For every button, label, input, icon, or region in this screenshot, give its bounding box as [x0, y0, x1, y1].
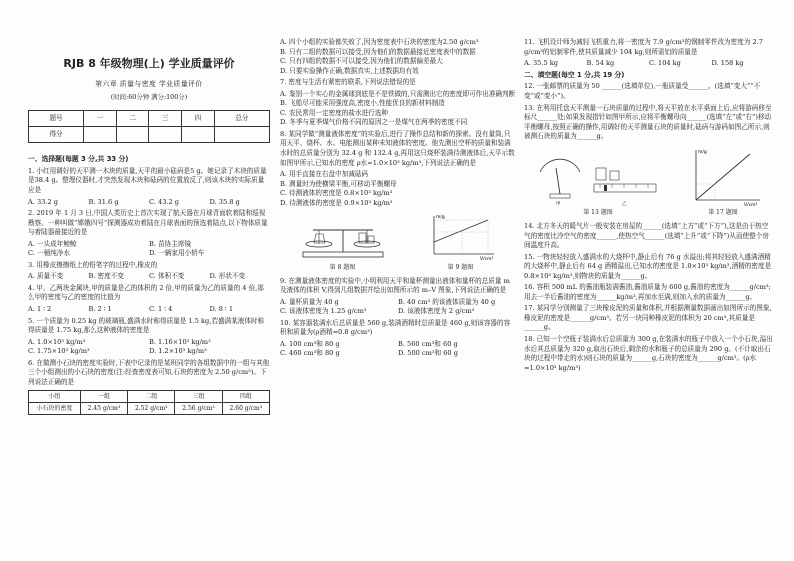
option: D. 8 ∶ 1 [209, 305, 234, 314]
figures-13-17 [524, 146, 774, 218]
score-header-cell: 题号 [29, 111, 84, 127]
option: A. 用手直接在右盘中加减砝码 [280, 170, 369, 179]
option: B. 密度不变 [88, 272, 124, 281]
option: C. 该液体密度为 1.25 g/cm³ [280, 307, 367, 316]
option: D. 500 cm³和 60 g [398, 349, 458, 358]
density-table-cell: 2.56 g/cm³ [175, 403, 222, 415]
question-3: 3. 用橡皮擦擦纸上的铅笔字的过程中,橡皮的 [28, 260, 158, 269]
question-9-options [280, 298, 516, 317]
option: D. 待测液体的密度是 0.9×10³ kg/m³ [280, 198, 393, 207]
option: C. 460 cm³和 80 g [280, 349, 340, 358]
question-5: 5. 一个质量为 0.25 kg 的玻璃瓶,盛满水时称得质量是 1.5 kg,若盛满某液体时称得质量是 1.75 kg,那么这种液体的密度是 [28, 316, 265, 335]
column-middle [280, 38, 516, 361]
score-header-cell: 总分 [214, 111, 269, 127]
score-table [28, 110, 270, 143]
score-header-cell: 一 [84, 111, 117, 127]
question-1-options [28, 198, 270, 208]
option: A. 量杯质量为 40 g [280, 297, 339, 306]
density-table [28, 390, 270, 415]
mv-graph-17-figure [682, 146, 764, 206]
density-table-header: 一组 [80, 391, 127, 403]
figure-8-caption: 第 8 题图 [329, 263, 356, 271]
question-3-options [28, 272, 270, 282]
option: B. 苗协主席镜 [149, 239, 192, 248]
option: B. 54 kg [586, 59, 615, 68]
question-8: 8. 某同学做“测量液体密度”的实验后,进行了操作总结和新的探索。没有量筒,只用天平、烧杯、水、电能测出某种未知液体的密度。他先测出空杯的质量和装满水时的总质量分别为 32.4 g 和 132.4 g,再用这只烧杯装满待测液体后,天平示数如图甲所示,已知水的密度 ρ水=1.0×10³ kg/m³,下列说法正确的是 [280, 129, 515, 167]
fig13-label-b: 乙 [622, 201, 627, 206]
section-heading: 二、填空题(每空 1 分,共 19 分) [524, 70, 625, 79]
option: C. 体积不变 [149, 272, 185, 281]
question-5-options [28, 338, 270, 357]
option: D. 158 kg [711, 59, 744, 68]
figure-13 [534, 158, 662, 218]
section-heading: 一、选择题(每题 3 分,共 33 分) [28, 155, 129, 164]
balance-pointer-figure [534, 158, 662, 206]
question-12: 12. 一张邮票的质量为 50 ______(选填单位),一瓶质量受______。(选填“变大”“不变”或“变小”)。 [524, 82, 761, 101]
fig9-x-label: V/cm³ [479, 257, 493, 261]
option: A. 质量不变 [28, 272, 64, 281]
question-6: 6. 在做测小石块的密度实验时,下表中记录的是某班同学的各组数据中的一组与其他三个小组测出的小石块的密度(注:经查密度表可知,石块的密度为 2.50 g/cm³)。下列说法正确的是 [28, 358, 270, 386]
question-16: 16. 容积 500 mL 的酱油瓶装满酱油,酱油质量为 600 g,酱油的密度为______g/cm³;用去一半后酱油的密度为______kg/m³,再加水至满,则加入水的质量为______g。 [524, 283, 771, 301]
question-6-options [280, 38, 516, 76]
density-table-header: 四组 [222, 391, 269, 403]
figure-9-caption: 第 9 题图 [447, 263, 474, 271]
option: A. 1 ∶ 2 [28, 305, 52, 314]
question-15: 15. 一物块轻轻放入盛满水的大烧杯中,静止后有 76 g 水溢出;将其轻轻放入盛满酒精的大烧杯中,静止后有 64 g 酒精溢出,已知水的密度是 1.0×10³ kg/m³,酒精的密度是 0.8×10³ kg/m³,则物块的质量为______g。 [524, 252, 772, 280]
question-11-options [524, 59, 774, 69]
option: C. 43.2 g [149, 197, 180, 206]
fig9-y-label: m/g [435, 215, 445, 221]
option: B. 飞船尽可能采用强度高,密度小,性能优良的新材料制造 [280, 99, 445, 108]
option: B. 40 cm³ 的该液体质量为 40 g [398, 297, 496, 306]
exam-subtitle: 第六章 质量与密度 学业质量评价 [95, 79, 203, 88]
column-left [28, 36, 270, 415]
score-header-cell: 四 [182, 111, 215, 127]
fig13-label-a: 甲 [556, 201, 561, 206]
option: C. 1.75×10³ kg/m³ [28, 347, 90, 356]
option: B. 31.6 g [88, 197, 119, 206]
score-header-cell: 三 [149, 111, 182, 127]
score-row-label: 得分 [29, 127, 84, 143]
exam-meta: (时间:60分钟 满分:100分) [110, 92, 188, 101]
option: C. 农民常用一定密度的盐水进行选种 [280, 108, 388, 117]
exam-title: RJB 8 年级物理(上) 学业质量评价 [63, 57, 235, 70]
option: B. 2 ∶ 1 [88, 305, 112, 314]
question-4: 4. 甲、乙两块金属块,甲的质量是乙的体积的 2 倍,甲的质量为乙的质量的 4 倍,那么甲的密度与乙的密度的比值为 [28, 283, 264, 302]
question-8-options [280, 170, 516, 208]
question-9: 9. 在测量液体密度的实验中,小明利用天平和量杯测量出液体和量杯的总质量 m 及液体的体积 V,得到几组数据并绘出如图所示的 m–V 图象,下列说法正确的是 [280, 276, 510, 295]
density-table-header: 二组 [128, 391, 175, 403]
mv-graph-figure [422, 212, 500, 260]
option: A. 鉴别一个实心的金属球到底是不是铁做的,只需测出它的密度即可作出准确判断 [280, 89, 516, 98]
score-cell [84, 127, 117, 143]
option: D. 形状不变 [209, 272, 246, 281]
question-14: 14. 北方冬天的暖气片一般安装在房屋的______(选填“上方”或“下方”),这是由于热空气的密度比冷空气的密度______,使热空气______(选填“上升”或“下降”)从而使整个房间温度升高。 [524, 222, 769, 250]
density-table-header: 三组 [175, 391, 222, 403]
balance-scale-figure [297, 216, 389, 260]
score-cell [116, 127, 149, 143]
option: A. 33.2 g [28, 197, 58, 206]
density-table-cell: 2.60 g/cm³ [222, 403, 269, 415]
option: C. 一桶纯净水 [28, 249, 70, 258]
score-header-cell: 二 [116, 111, 149, 127]
question-10: 10. 某容器装满水后总质量是 560 g,装满酒精时总质量是 460 g,则该容器的容积和质量为(ρ酒精=0.8 g/cm³) [280, 318, 511, 337]
option: A. 100 cm³和 80 g [280, 339, 340, 348]
density-table-cell: 2.52 g/cm³ [128, 403, 175, 415]
question-10-options [280, 340, 516, 359]
question-2-options [28, 240, 270, 259]
score-cell [149, 127, 182, 143]
question-4-options [28, 305, 270, 315]
question-17: 17. 某同学分别测量了三块橡皮泥的质量和体积,并根据测量数据画出如图所示的图象,橡皮泥的密度是______g/cm³。若另一块同种橡皮泥的体积为 20 cm³,其质量是______g。 [524, 304, 772, 332]
question-18: 18. 已知一个空瓶子装满水后总质量为 300 g,在装满水的瓶子中放入一个小石块,溢出水后其总质量为 320 g,取出石块后,剩余的水和瓶子的总质量为 290 g。(不计取出石块的过程中带走的水)则石块的质量为______g,石块的密度为______g/cm³。(ρ水=1.0×10³ kg/m³) [524, 335, 773, 372]
option: C. 待测液体的密度是 0.8×10³ kg/m³ [280, 189, 393, 198]
option: D. 一辆家用小轿车 [149, 249, 205, 258]
question-7-options [280, 90, 516, 128]
fig17-y-label: m/g [698, 149, 707, 155]
figure-9 [422, 212, 500, 272]
option: A. 四个小组的实验都失败了,因为密度表中石块的密度为2.50 g/cm³ [280, 38, 479, 46]
density-table-header: 小组 [29, 391, 81, 403]
density-table-cell: 小石块的密度 [29, 403, 81, 415]
figure-13-caption: 第 13 题图 [583, 209, 613, 217]
option: A. 35.5 kg [524, 59, 558, 68]
option: B. 560 cm³和 60 g [398, 339, 458, 348]
score-cell [214, 127, 269, 143]
option: B. 只有二组的数据可以接受,因为他们的数据最接近密度表中的数据 [280, 47, 476, 56]
option: B. 1.16×10³ kg/m³ [149, 337, 211, 346]
score-cell [182, 127, 215, 143]
option: D. 35.8 g [209, 197, 240, 206]
option: A. 1.0×10³ kg/m³ [28, 337, 86, 346]
density-table-cell: 2.45 g/cm³ [80, 403, 127, 415]
option: D. 该液体密度为 2 g/cm³ [398, 307, 475, 316]
question-1: 1. 小红用调好的天平测一木块的质量,天平的最小砝码是5 g。她记录了木块的质量是38.4 g。整理仪器时,才突然发现木块和砝码的位置放反了,则该木块的实际质量应是 [28, 166, 267, 194]
figure-17 [682, 146, 764, 218]
option: C. 104 kg [649, 59, 681, 68]
column-right [524, 38, 774, 375]
figure-17-caption: 第 17 题图 [708, 209, 738, 217]
question-13: 13. 在利用托盘天平测量一石块质量的过程中,将天平放在水平桌面上后,应将游码移至标尺______处;如果发现指针如图甲所示,应将平衡螺母向______(选填“左”或“右”)移动平衡螺母,按照正确的操作,用调好的天平测量石块的质量时,砝码与游码如图乙所示,则被测石块的质量为______g。 [524, 103, 772, 141]
option: A. 一头成年鲸鲸 [28, 239, 77, 248]
question-7: 7. 密度与生活有紧密的联系,下列说法错误的是 [280, 78, 416, 87]
question-2: 2. 2019 年 1 月 3 日,中国人类历史上首次实现了航天器在月球背面软着陆和巡视勘察。一种叫做“嫦娥四号”探测器成功着陆在月球表面的预选着陆点,以下物体质量与着陆器最接近的是 [28, 209, 268, 237]
question-11: 11. 飞机设计师为减轻飞机重力,将一密度为 7.9 g/cm³的钢制零件改为密度为 2.7 g/cm³的铝制零件,使其质量减少 104 kg,则所需铝的质量是 [524, 38, 763, 56]
option: B. 测量时为使横梁平衡,可移动平衡螺母 [280, 179, 397, 188]
option: D. 1.2×10³ kg/m³ [149, 347, 207, 356]
option: C. 1 ∶ 4 [149, 305, 173, 314]
figure-8 [297, 216, 389, 272]
fig17-x-label: V/cm³ [744, 202, 758, 206]
option: D. 冬季与夏季煤气价格不同的原因之一是煤气在两季的密度不同 [280, 118, 468, 127]
option: C. 只有四组的数据不可以接受,因为他们的数据偏差最大 [280, 57, 443, 66]
figures-8-9 [280, 212, 516, 272]
option: D. 只要实验操作正确,数据真实,上述数据均有效 [280, 66, 419, 75]
